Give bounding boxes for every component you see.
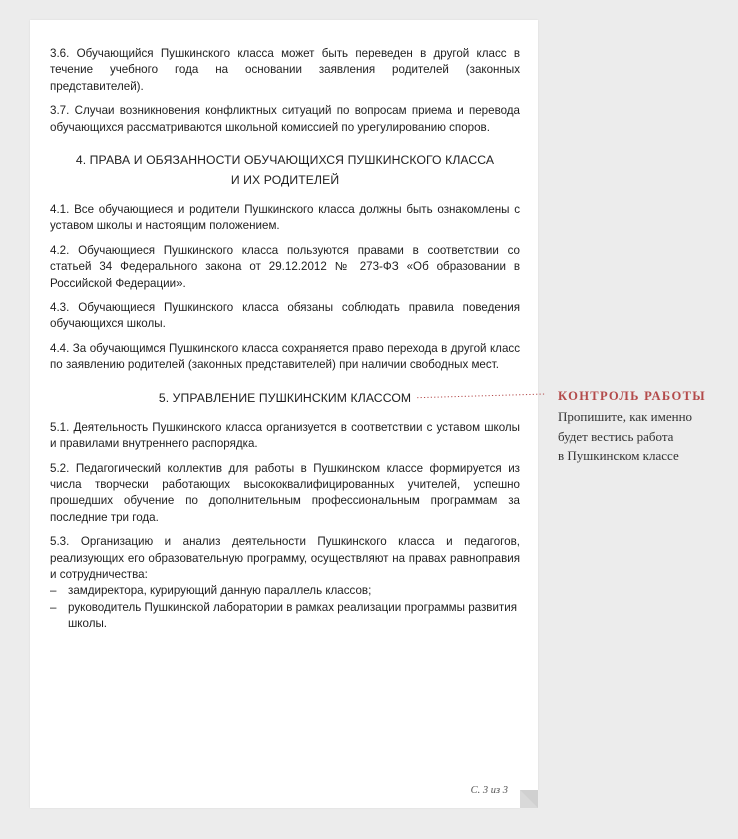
page-number: С. 3 из 3	[470, 785, 508, 796]
paragraph-3-6: 3.6. Обучающийся Пушкинского класса может быть переведен в другой класс в течение учебного года на основании заявления родителей (законных представителей).	[50, 47, 520, 93]
document-content	[50, 46, 520, 633]
paragraph-3-7: 3.7. Случаи возникновения конфликтных ситуаций по вопросам приема и перевода обучающихся рассматриваются школьной комиссией по урегулированию споров.	[50, 104, 520, 134]
dash-marker: –	[50, 584, 57, 598]
section-5-heading-line: 5. УПРАВЛЕНИЕ ПУШКИНСКИМ КЛАССОМ	[158, 390, 412, 405]
paragraph-5-2: 5.2. Педагогический коллектив для работы в Пушкинском классе формируется из числа творчески работающих высококвалифицированных учителей, успешно прошедших обучение по дополнительным профессиональным программам за последние три года.	[50, 461, 520, 524]
page-fold-corner	[520, 790, 538, 808]
annotation-title: КОНТРОЛЬ РАБОТЫ	[558, 389, 706, 403]
paragraph-5-1: 5.1. Деятельность Пушкинского класса организуется в соответствии с уставом школы и правилами внутреннего распорядка.	[50, 420, 520, 451]
list-item-text: руководитель Пушкинской лаборатории в рамках реализации программы развития школы.	[68, 600, 517, 631]
annotation-line: будет вестись работа	[558, 428, 674, 444]
section-5-heading	[50, 388, 520, 408]
annotation-line: в Пушкинском классе	[558, 448, 679, 463]
list-item	[50, 583, 520, 599]
list-item-text: замдиректора, курирующий данную параллель классов;	[68, 584, 372, 598]
paragraph-4-4: 4.4. За обучающимся Пушкинского класса сохраняется право перехода в другой класс по заявлению родителей (законных представителей) при наличии свободных мест.	[50, 341, 520, 372]
section-4-heading	[50, 150, 520, 190]
document-page	[30, 20, 538, 808]
list-item	[50, 600, 520, 633]
dash-marker: –	[50, 600, 57, 614]
section-4-heading-line-2: И ИХ РОДИТЕЛЕЙ	[230, 173, 340, 188]
paragraph-4-3: 4.3. Обучающиеся Пушкинского класса обязаны соблюдать правила поведения обучающихся школы.	[50, 301, 520, 331]
section-4-heading-line-1: 4. ПРАВА И ОБЯЗАННОСТИ ОБУЧАЮЩИХСЯ ПУШКИНСКОГО КЛАССА	[75, 153, 495, 168]
paragraph-5-3: 5.3. Организацию и анализ деятельности Пушкинского класса и педагогов, реализующих его образовательную программу, осуществляют на правах равноправия и сотрудничества:	[50, 535, 520, 581]
paragraph-4-1: 4.1. Все обучающиеся и родители Пушкинского класса должны быть ознакомлены с уставом школы и настоящим положением.	[50, 203, 520, 233]
annotation-line: Пропишите, как именно	[558, 409, 693, 424]
margin-annotation	[558, 386, 728, 466]
paragraph-4-2: 4.2. Обучающиеся Пушкинского класса пользуются правами в соответствии со статьей 34 Федерального закона от 29.12.2012 № 273-ФЗ «Об образовании в Российской Федерации».	[50, 243, 520, 290]
